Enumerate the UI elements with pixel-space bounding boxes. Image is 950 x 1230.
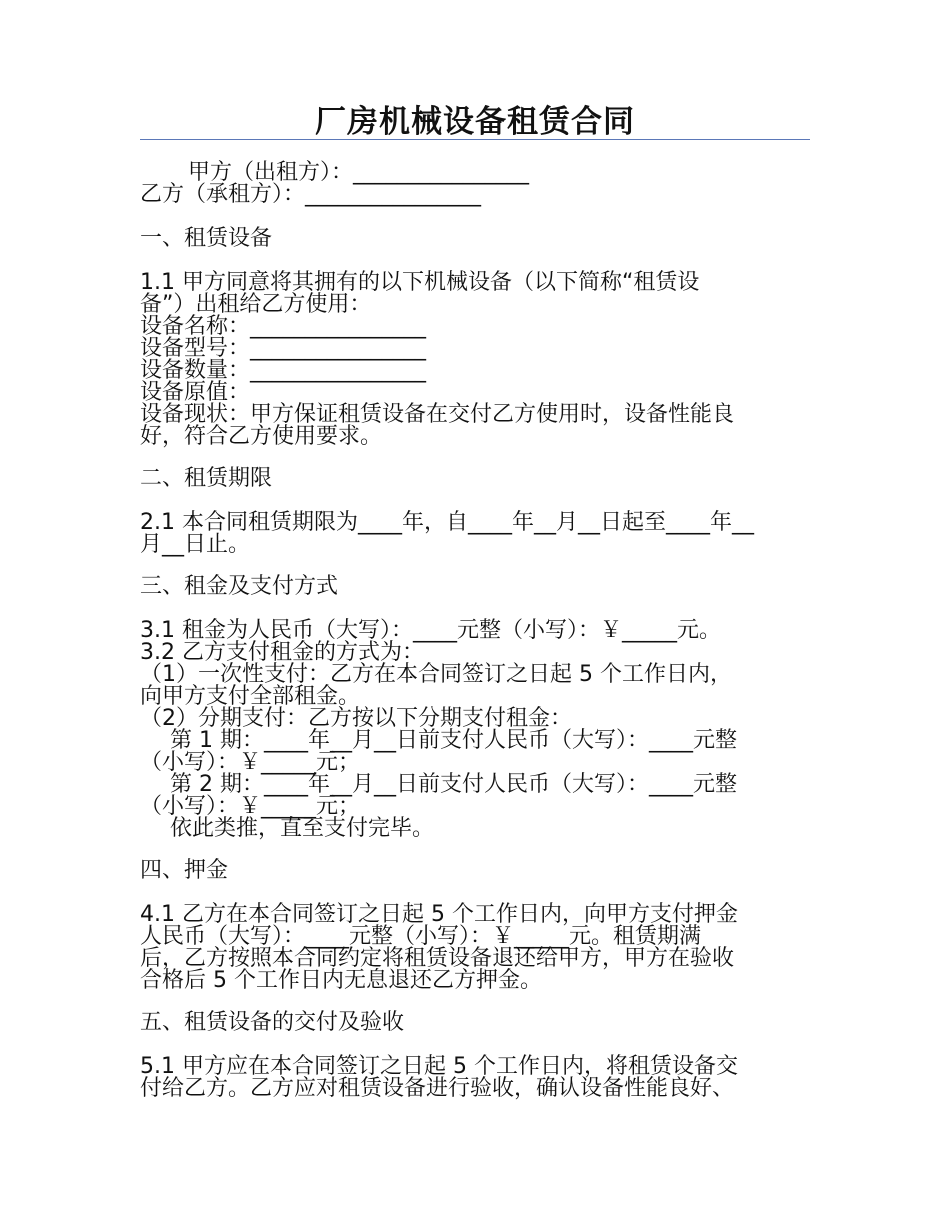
clause-5-1-line2: 付给乙方。乙方应对租赁设备进行验收，确认设备性能良好、 xyxy=(140,1076,735,1101)
equipment-status-line1: 设备现状：甲方保证租赁设备在交付乙方使用时，设备性能良 xyxy=(140,402,735,427)
installment-1-line2: （小写）：￥_____元； xyxy=(140,750,361,775)
installment-1-line1: 第 1 期：____年__月__日前支付人民币（大写）：____元整 xyxy=(170,728,737,753)
equipment-value: 设备原值： xyxy=(140,380,251,405)
party-a-blank: ________________ xyxy=(353,160,530,185)
installment-intro: （2）分期支付：乙方按以下分期支付租金： xyxy=(140,706,572,731)
clause-4-1-line2: 人民币（大写）：____元整（小写）：￥_____元。租赁期满 xyxy=(140,924,702,949)
section-2-heading: 二、租赁期限 xyxy=(140,466,273,491)
clause-4-1-line3: 后，乙方按照本合同约定将租赁设备退还给甲方，甲方在验收 xyxy=(140,946,735,971)
title-underline xyxy=(140,139,810,140)
clause-4-1-line4: 合格后 5 个工作日内无息退还乙方押金。 xyxy=(140,968,542,993)
clause-5-1-line1: 5.1 甲方应在本合同签订之日起 5 个工作日内，将租赁设备交 xyxy=(140,1054,738,1079)
party-a-label: 甲方（出租方）： xyxy=(188,160,354,185)
equipment-name: 设备名称：________________ xyxy=(140,314,427,339)
equipment-quantity: 设备数量：________________ xyxy=(140,358,427,383)
installment-2-line1: 第 2 期：____年__月__日前支付人民币（大写）：____元整 xyxy=(170,772,737,797)
party-b-line xyxy=(140,184,820,206)
installment-etc: 依此类推，直至支付完毕。 xyxy=(170,816,435,841)
party-a-line xyxy=(188,162,868,184)
installment-2-line2: （小写）：￥_____元； xyxy=(140,794,361,819)
lump-sum-line1: （1）一次性支付：乙方在本合同签订之日起 5 个工作日内， xyxy=(140,662,732,687)
section-4-heading: 四、押金 xyxy=(140,858,229,883)
clause-3-1: 3.1 租金为人民币（大写）：____元整（小写）：￥_____元。 xyxy=(140,618,721,643)
clause-2-1-line2: 月__日止。 xyxy=(140,532,251,557)
clause-3-2: 3.2 乙方支付租金的方式为： xyxy=(140,640,424,665)
clause-1-1-line2: 备”）出租给乙方使用： xyxy=(140,292,372,317)
party-b-label: 乙方（承租方）： xyxy=(140,182,306,207)
clause-4-1-line1: 4.1 乙方在本合同签订之日起 5 个工作日内，向甲方支付押金 xyxy=(140,902,738,927)
lump-sum-line2: 向甲方支付全部租金。 xyxy=(140,684,361,709)
document-title: 厂房机械设备租赁合同 xyxy=(315,104,635,140)
section-3-heading: 三、租金及支付方式 xyxy=(140,574,339,599)
clause-1-1-line1: 1.1 甲方同意将其拥有的以下机械设备（以下简称“租赁设 xyxy=(140,270,700,295)
equipment-status-line2: 好，符合乙方使用要求。 xyxy=(140,424,383,449)
clause-2-1-line1: 2.1 本合同租赁期限为____年，自____年__月__日起至____年__ xyxy=(140,510,754,535)
section-1-heading: 一、租赁设备 xyxy=(140,226,273,251)
section-5-heading: 五、租赁设备的交付及验收 xyxy=(140,1010,405,1035)
equipment-model: 设备型号：________________ xyxy=(140,336,427,361)
party-b-blank: ________________ xyxy=(305,182,482,207)
